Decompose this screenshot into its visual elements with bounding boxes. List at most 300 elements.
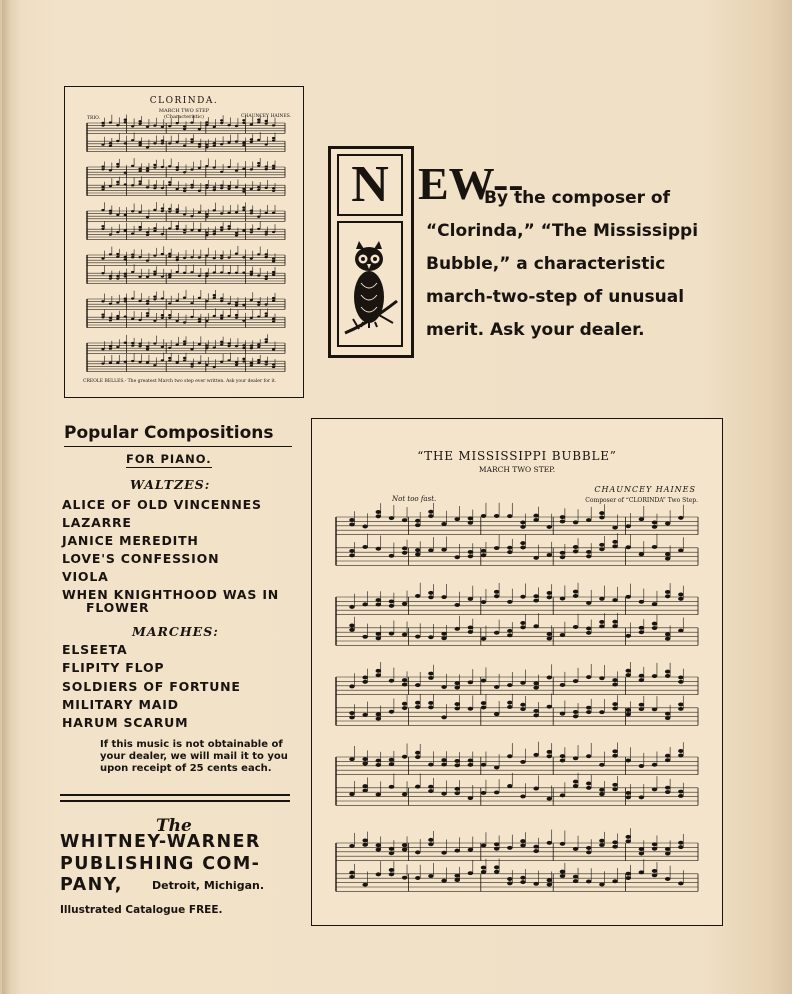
note-head [235, 304, 238, 306]
note-head [376, 673, 381, 677]
note-head [402, 706, 407, 710]
note-head [205, 364, 208, 366]
note-head [146, 315, 149, 317]
score-notation [312, 419, 722, 925]
note-head [468, 626, 473, 630]
music-system [336, 828, 698, 891]
note-head [168, 181, 171, 183]
note-head [250, 347, 253, 349]
note-head [176, 259, 179, 261]
note-head [665, 754, 670, 758]
publisher-name-line-3: PANY, [60, 875, 123, 895]
note-head [242, 344, 245, 346]
note-head [520, 625, 525, 629]
note-head [599, 597, 604, 601]
note-head [533, 709, 538, 713]
note-head [507, 705, 512, 709]
note-head [190, 229, 193, 231]
note-head [227, 256, 230, 258]
note-head [468, 550, 473, 554]
note-head [220, 343, 223, 345]
note-head [376, 669, 381, 673]
note-head [272, 137, 275, 139]
note-head [250, 228, 253, 230]
note-head [190, 186, 193, 188]
note-head [242, 206, 245, 208]
note-head [481, 844, 486, 848]
note-head [586, 754, 591, 758]
note-head [441, 762, 446, 766]
note-head [116, 166, 119, 168]
note-head [349, 711, 354, 715]
note-head [665, 716, 670, 720]
note-head [481, 763, 486, 767]
note-head [455, 878, 460, 882]
note-head [362, 713, 367, 717]
note-head [507, 784, 512, 788]
note-head [507, 683, 512, 687]
note-head [652, 787, 657, 791]
note-head [612, 845, 617, 849]
note-head [547, 553, 552, 557]
note-head [678, 629, 683, 633]
note-head [124, 275, 127, 277]
note-head [468, 871, 473, 875]
note-head [349, 684, 354, 688]
note-head [652, 847, 657, 851]
note-head [415, 785, 420, 789]
note-head [376, 759, 381, 763]
note-head [183, 272, 186, 274]
note-head [455, 517, 460, 521]
note-head [109, 347, 112, 349]
note-head [376, 514, 381, 518]
note-head [220, 271, 223, 273]
note-head [362, 762, 367, 766]
note-head [183, 297, 186, 299]
note-head [652, 674, 657, 678]
note-head [560, 551, 565, 555]
note-head [626, 524, 631, 528]
note-head [146, 300, 149, 302]
score-subtitle: MARCH TWO STEP. [478, 465, 556, 474]
march-item: MILITARY MAID [62, 697, 179, 712]
note-head [257, 186, 260, 188]
note-head [455, 707, 460, 711]
note-head [533, 753, 538, 757]
note-head [428, 838, 433, 842]
note-head [402, 678, 407, 682]
note-head [124, 172, 127, 174]
note-head [533, 556, 538, 560]
music-system [87, 246, 285, 284]
music-system [336, 662, 698, 725]
note-head [242, 347, 245, 349]
note-head [612, 678, 617, 682]
note-head [586, 518, 591, 522]
note-head [665, 758, 670, 762]
music-system [87, 158, 285, 196]
note-head [468, 848, 473, 852]
note-head [138, 276, 141, 278]
note-head [626, 795, 631, 799]
score-tempo: Not too fast. [392, 495, 437, 503]
note-head [612, 620, 617, 624]
note-head [272, 124, 275, 126]
note-head [678, 749, 683, 753]
note-head [415, 523, 420, 527]
note-head [272, 318, 275, 320]
note-head [428, 842, 433, 846]
note-head [520, 681, 525, 685]
note-head [547, 637, 552, 641]
note-head [205, 124, 208, 126]
note-head [520, 794, 525, 798]
note-head [639, 764, 644, 768]
note-head [153, 230, 156, 232]
waltz-item: FLOWER [86, 600, 150, 615]
note-head [161, 210, 164, 212]
note-head [168, 276, 171, 278]
note-head [213, 166, 216, 168]
note-head [389, 762, 394, 766]
note-head [520, 760, 525, 764]
note-head [678, 845, 683, 849]
note-head [507, 877, 512, 881]
note-head [131, 256, 134, 258]
note-head [560, 874, 565, 878]
note-head [547, 632, 552, 636]
note-head [599, 710, 604, 714]
note-head [639, 674, 644, 678]
note-head [168, 227, 171, 229]
note-head [265, 231, 268, 233]
note-head [665, 521, 670, 525]
note-head [573, 590, 578, 594]
note-head [116, 255, 119, 257]
note-head [161, 142, 164, 144]
note-head [626, 835, 631, 839]
note-head [220, 361, 223, 363]
owl-icon [339, 223, 401, 345]
note-head [402, 683, 407, 687]
note-head [612, 787, 617, 791]
note-head [205, 254, 208, 256]
note-head [573, 784, 578, 788]
note-head [235, 272, 238, 274]
note-head [612, 624, 617, 628]
note-head [533, 787, 538, 791]
note-head [131, 165, 134, 167]
note-head [468, 796, 473, 800]
note-head [213, 257, 216, 259]
note-head [626, 595, 631, 599]
note-head [481, 553, 486, 557]
note-head [428, 789, 433, 793]
note-head [362, 680, 367, 684]
note-head [272, 348, 275, 350]
note-head [586, 879, 591, 883]
note-head [146, 303, 149, 305]
note-head [116, 253, 119, 255]
note-head [626, 872, 631, 876]
note-head [665, 847, 670, 851]
note-head [533, 514, 538, 518]
note-head [109, 317, 112, 319]
note-head [198, 229, 201, 231]
note-head [533, 845, 538, 849]
note-head [362, 843, 367, 847]
note-head [612, 683, 617, 687]
note-head [612, 540, 617, 544]
note-head [612, 840, 617, 844]
note-head [612, 749, 617, 753]
note-head [242, 141, 245, 143]
note-head [250, 168, 253, 170]
note-head [190, 302, 193, 304]
note-head [272, 271, 275, 273]
note-head [220, 341, 223, 343]
note-head [678, 592, 683, 596]
note-head [455, 787, 460, 791]
note-head [198, 343, 201, 345]
note-head [402, 792, 407, 796]
note-head [116, 301, 119, 303]
note-head [124, 298, 127, 300]
note-head [428, 701, 433, 705]
thumbnail-notation [65, 87, 303, 397]
note-head [520, 520, 525, 524]
note-head [176, 208, 179, 210]
note-head [402, 551, 407, 555]
note-head [652, 545, 657, 549]
note-head [235, 253, 238, 255]
note-head [138, 256, 141, 258]
note-head [235, 186, 238, 188]
waltz-item: LOVE'S CONFESSION [62, 551, 220, 566]
note-head [639, 517, 644, 521]
note-head [560, 842, 565, 846]
note-head [265, 275, 268, 277]
note-head [678, 794, 683, 798]
note-head [183, 229, 186, 231]
note-head [205, 320, 208, 322]
note-head [235, 301, 238, 303]
note-head [349, 605, 354, 609]
note-head [257, 359, 260, 361]
note-head [402, 633, 407, 637]
note-head [272, 167, 275, 169]
note-head [586, 786, 591, 790]
note-head [678, 548, 683, 552]
note-head [573, 714, 578, 718]
note-head [176, 344, 179, 346]
note-head [250, 141, 253, 143]
note-head [198, 297, 201, 299]
note-head [586, 781, 591, 785]
note-head [415, 548, 420, 552]
note-head [124, 214, 127, 216]
note-head [153, 142, 156, 144]
note-head [138, 167, 141, 169]
note-head [220, 122, 223, 124]
thumbnail-footer: CREOLE BELLES.- The greatest March two step ever written. Ask your dealer for it. [83, 379, 277, 384]
note-head [612, 598, 617, 602]
note-head [116, 275, 119, 277]
note-head [131, 253, 134, 255]
note-head [362, 676, 367, 680]
note-head [176, 300, 179, 302]
note-head [402, 702, 407, 706]
note-head [138, 183, 141, 185]
note-head [376, 636, 381, 640]
note-head [227, 141, 230, 143]
note-head [183, 343, 186, 345]
note-head [441, 636, 446, 640]
waltz-item: VIOLA [62, 569, 109, 584]
note-head [520, 595, 525, 599]
note-head [161, 126, 164, 128]
advert-line-4: march-two-step of unusual [426, 287, 685, 307]
note-head [235, 140, 238, 142]
note-head [533, 681, 538, 685]
note-head [146, 348, 149, 350]
note-head [153, 164, 156, 166]
note-head [533, 882, 538, 886]
note-head [198, 318, 201, 320]
note-head [168, 314, 171, 316]
advert-line-5: merit. Ask your dealer. [426, 320, 645, 340]
note-head [415, 519, 420, 523]
note-head [626, 634, 631, 638]
note-head [124, 256, 127, 258]
note-head [468, 763, 473, 767]
note-head [468, 521, 473, 525]
note-head [507, 600, 512, 604]
note-head [639, 795, 644, 799]
note-head [428, 676, 433, 680]
note-head [198, 275, 201, 277]
note-head [116, 315, 119, 317]
note-head [362, 545, 367, 549]
note-head [389, 872, 394, 876]
note-head [573, 756, 578, 760]
note-head [265, 312, 268, 314]
waltz-item: JANICE MEREDITH [62, 533, 199, 548]
note-head [533, 594, 538, 598]
note-head [205, 165, 208, 167]
note-head [415, 701, 420, 705]
waltz-item: WHEN KNIGHTHOOD WAS IN [62, 587, 280, 602]
note-head [131, 271, 134, 273]
note-head [349, 628, 354, 632]
note-head [428, 635, 433, 639]
note-head [220, 300, 223, 302]
note-head [520, 880, 525, 884]
note-head [560, 754, 565, 758]
note-head [213, 294, 216, 296]
note-head [235, 345, 238, 347]
note-head [272, 231, 275, 233]
note-head [131, 344, 134, 346]
note-head [161, 359, 164, 361]
thumbnail-title: CLORINDA. [149, 96, 219, 106]
note-head [153, 342, 156, 344]
note-head [190, 138, 193, 140]
note-head [153, 124, 156, 126]
note-head [101, 348, 104, 350]
note-head [507, 846, 512, 850]
note-head [146, 234, 149, 236]
note-head [176, 256, 179, 258]
note-head [198, 128, 201, 130]
note-head [599, 516, 604, 520]
note-head [242, 304, 245, 306]
note-head [257, 228, 260, 230]
note-head [428, 763, 433, 767]
note-head [176, 188, 179, 190]
waltz-item: ALICE OF OLD VINCENNES [62, 497, 262, 512]
note-head [242, 144, 245, 146]
note-head [272, 297, 275, 299]
note-head [586, 554, 591, 558]
note-head [257, 361, 260, 363]
note-head [441, 685, 446, 689]
note-head [220, 297, 223, 299]
note-head [652, 707, 657, 711]
note-head [626, 839, 631, 843]
note-head [131, 210, 134, 212]
note-head [455, 849, 460, 853]
note-head [190, 184, 193, 186]
note-head [573, 520, 578, 524]
note-head [428, 514, 433, 518]
note-head [573, 625, 578, 629]
note-head [612, 754, 617, 758]
note-head [257, 304, 260, 306]
note-head [362, 525, 367, 529]
note-head [428, 705, 433, 709]
note-head [161, 187, 164, 189]
note-head [494, 865, 499, 869]
note-head [639, 626, 644, 630]
note-head [146, 126, 149, 128]
note-head [213, 209, 216, 211]
note-head [481, 701, 486, 705]
note-head [652, 873, 657, 877]
note-head [153, 209, 156, 211]
note-head [560, 520, 565, 524]
note-head [652, 521, 657, 525]
note-head [376, 602, 381, 606]
note-head [599, 624, 604, 628]
note-head [124, 315, 127, 317]
note-head [205, 300, 208, 302]
note-head [124, 183, 127, 185]
note-head [168, 302, 171, 304]
note-head [573, 780, 578, 784]
note-head [205, 213, 208, 215]
note-head [678, 702, 683, 706]
note-head [272, 363, 275, 365]
note-head [131, 360, 134, 362]
note-head [533, 624, 538, 628]
note-head [116, 124, 119, 126]
note-head [639, 630, 644, 634]
note-head [547, 595, 552, 599]
note-head [272, 139, 275, 141]
note-head [183, 321, 186, 323]
